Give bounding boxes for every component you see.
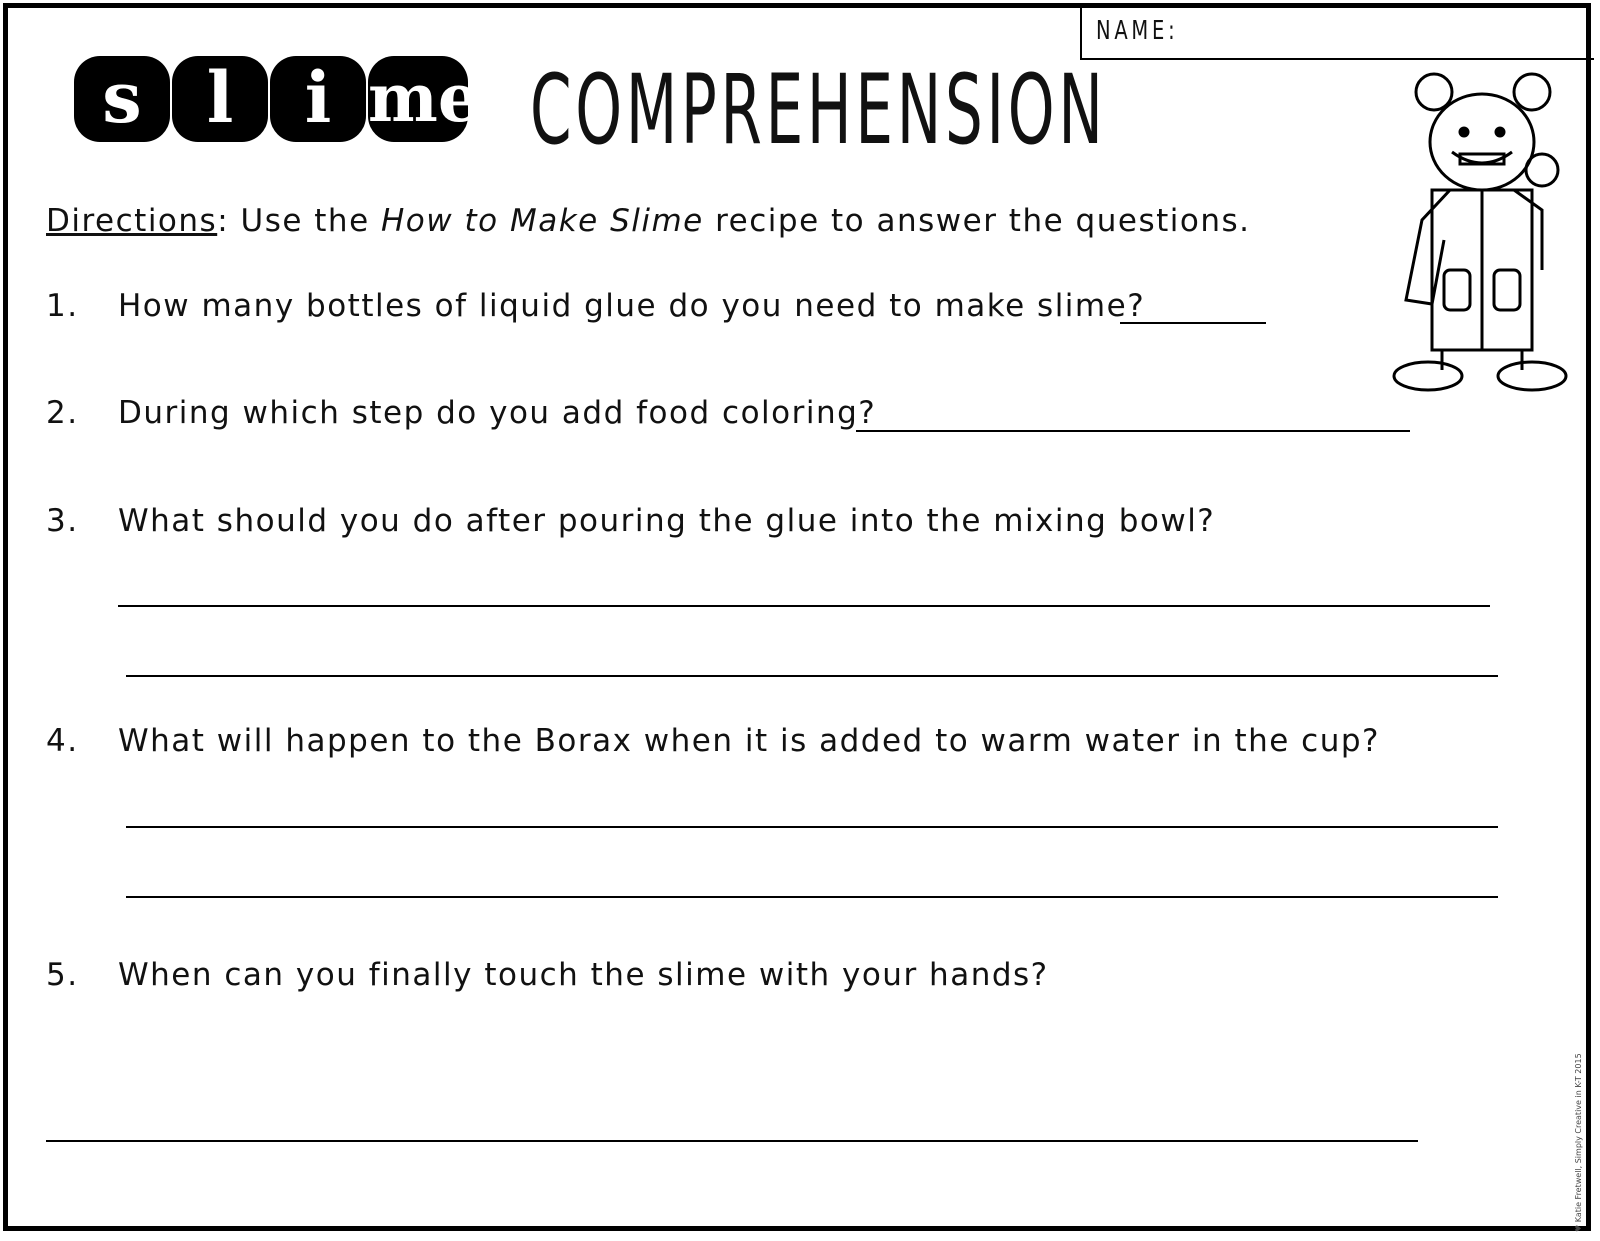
answer-line-2[interactable] — [856, 430, 1410, 432]
title-letters-me: me — [368, 56, 468, 142]
title-letter-i: i — [270, 56, 366, 142]
name-field[interactable] — [1080, 6, 1594, 60]
question-number: 5. — [46, 957, 79, 993]
question-number: 2. — [46, 395, 79, 431]
question-text: What should you do after pouring the glue into the mixing bowl? — [118, 503, 1216, 539]
recipe-title: How to Make Slime — [381, 203, 704, 239]
name-label: NAME: — [1096, 16, 1179, 46]
question-number: 3. — [46, 503, 79, 539]
question-1 — [46, 288, 1145, 324]
directions — [46, 203, 1250, 239]
title-comprehension: COMPREHENSION — [530, 54, 1107, 166]
question-5 — [46, 957, 1049, 993]
question-4 — [46, 723, 1380, 759]
copyright-note: ♥ Katie Fretwell, Simply Creative in K-T 2015 — [1574, 1053, 1583, 1232]
answer-line-3a[interactable] — [118, 605, 1490, 607]
question-number: 4. — [46, 723, 79, 759]
directions-text-after: recipe to answer the questions. — [703, 203, 1251, 239]
question-number: 1. — [46, 288, 79, 324]
question-text: During which step do you add food coloring? — [118, 395, 877, 431]
question-text: When can you finally touch the slime with your hands? — [118, 957, 1049, 993]
question-text: How many bottles of liquid glue do you need to make slime? — [118, 288, 1146, 324]
worksheet-frame — [3, 3, 1591, 1231]
answer-line-5[interactable] — [46, 1140, 1418, 1142]
answer-line-4a[interactable] — [126, 826, 1498, 828]
title-letter-s: s — [74, 56, 170, 142]
girl-scientist-illustration — [1392, 70, 1572, 400]
answer-line-1[interactable] — [1120, 322, 1266, 324]
question-2 — [46, 395, 876, 431]
slime-title — [74, 56, 480, 142]
answer-line-4b[interactable] — [126, 896, 1498, 898]
answer-line-3b[interactable] — [126, 675, 1498, 677]
directions-text-before: : Use the — [217, 203, 381, 239]
question-text: What will happen to the Borax when it is added to warm water in the cup? — [118, 723, 1380, 759]
directions-label: Directions — [46, 203, 218, 239]
question-3 — [46, 503, 1215, 539]
title-letter-l: l — [172, 56, 268, 142]
